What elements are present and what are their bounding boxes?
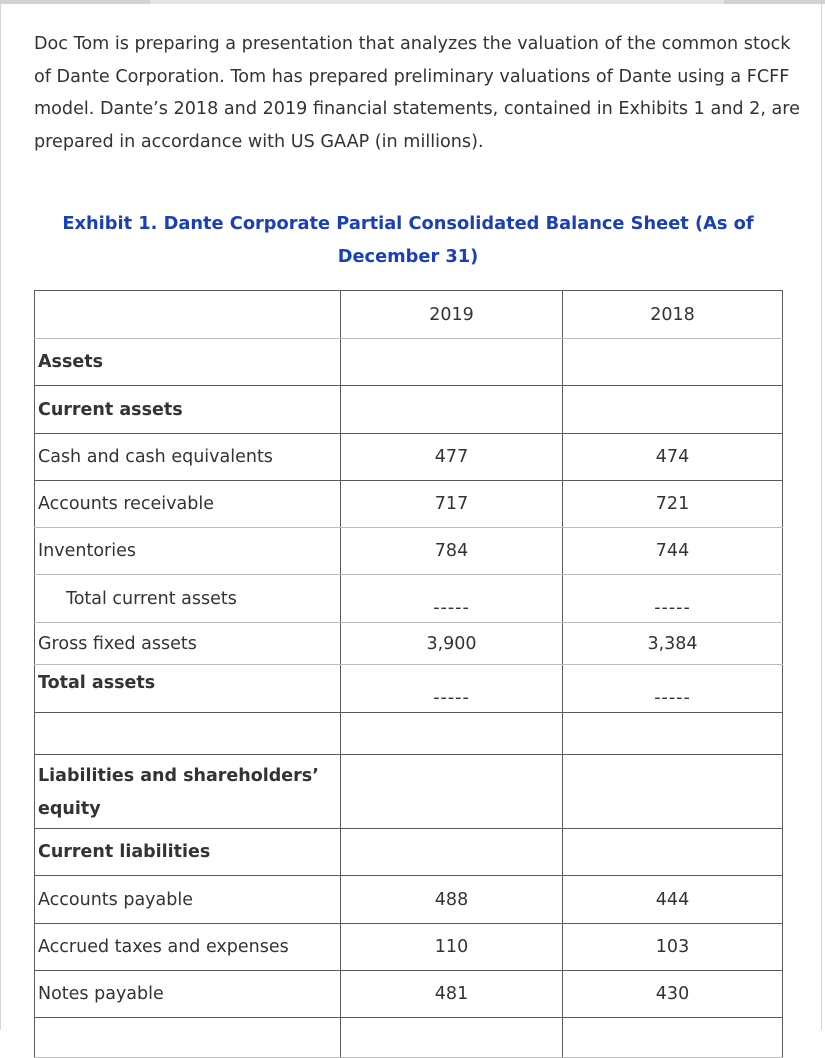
row-label: Accounts receivable <box>35 481 341 528</box>
table-row <box>35 575 783 623</box>
row-2019-value: 488 <box>341 876 563 924</box>
row-2019-value <box>341 829 563 876</box>
table-row <box>35 971 783 1018</box>
header-label-cell <box>35 291 341 339</box>
row-2019-value <box>341 713 563 755</box>
row-2019-value: 481 <box>341 971 563 1018</box>
table-row <box>35 528 783 575</box>
row-2019-value: ----- <box>433 597 470 618</box>
row-2019-value <box>341 339 563 386</box>
row-2018-value: 444 <box>563 876 783 924</box>
row-label: Current liabilities <box>35 829 341 876</box>
row-label: Accrued taxes and expenses <box>35 924 341 971</box>
row-2018-value: 3,384 <box>563 623 783 665</box>
table-row <box>35 755 783 829</box>
row-label <box>35 713 341 755</box>
row-label: Cash and cash equivalents <box>35 434 341 481</box>
row-2018-value: 103 <box>563 924 783 971</box>
row-2018-value <box>563 755 783 829</box>
table-header-row <box>35 291 783 339</box>
table-row <box>35 829 783 876</box>
row-label: Notes payable <box>35 971 341 1018</box>
row-2019-value <box>341 386 563 434</box>
table-row <box>35 665 783 713</box>
row-label: Liabilities and shareholders’ equity <box>35 755 341 829</box>
row-label: Assets <box>35 339 341 386</box>
row-2019-value: 110 <box>341 924 563 971</box>
row-label: Current assets <box>35 386 341 434</box>
exhibit-title: Exhibit 1. Dante Corporate Partial Consolidated Balance Sheet (As of December 31) <box>62 213 754 267</box>
row-2018-value: 744 <box>563 528 783 575</box>
table-row <box>35 386 783 434</box>
row-2018-value: ----- <box>654 687 691 708</box>
header-2019: 2019 <box>341 291 563 339</box>
row-label: Total current assets <box>35 575 341 623</box>
table-row <box>35 924 783 971</box>
row-2018-value: ----- <box>654 597 691 618</box>
header-2018: 2018 <box>563 291 783 339</box>
row-2019-value: 3,900 <box>341 623 563 665</box>
table-row <box>35 339 783 386</box>
table-row-spacer <box>35 713 783 755</box>
balance-sheet-table <box>34 290 783 1058</box>
table-row <box>35 876 783 924</box>
row-2018-value <box>563 713 783 755</box>
top-border <box>0 0 825 4</box>
row-label: Total assets <box>35 665 341 713</box>
row-label: Gross fixed assets <box>35 623 341 665</box>
row-2018-value <box>563 386 783 434</box>
row-label: Accounts payable <box>35 876 341 924</box>
row-2018-value: 474 <box>563 434 783 481</box>
row-2018-value: 721 <box>563 481 783 528</box>
table-row <box>35 434 783 481</box>
row-2019-value <box>341 755 563 829</box>
row-2018-value <box>563 829 783 876</box>
row-2018-value <box>563 339 783 386</box>
table-row <box>35 481 783 528</box>
intro-paragraph: Doc Tom is preparing a presentation that analyzes the valuation of the common stock of Dante Corporation. Tom has prepared preliminary valuations of Dante using a FCFF model. Dante’s 2018 and 2019 financial statements, contained in Exhibits 1 and 2, are prepared in accordance with US GAAP (in millions). <box>34 34 800 152</box>
row-2019-value: 477 <box>341 434 563 481</box>
row-2018-value: 430 <box>563 971 783 1018</box>
table-row <box>35 623 783 665</box>
row-2019-value: 784 <box>341 528 563 575</box>
row-label: Inventories <box>35 528 341 575</box>
top-border-segment <box>150 0 724 4</box>
row-2019-value: 717 <box>341 481 563 528</box>
row-2019-value: ----- <box>433 687 470 708</box>
